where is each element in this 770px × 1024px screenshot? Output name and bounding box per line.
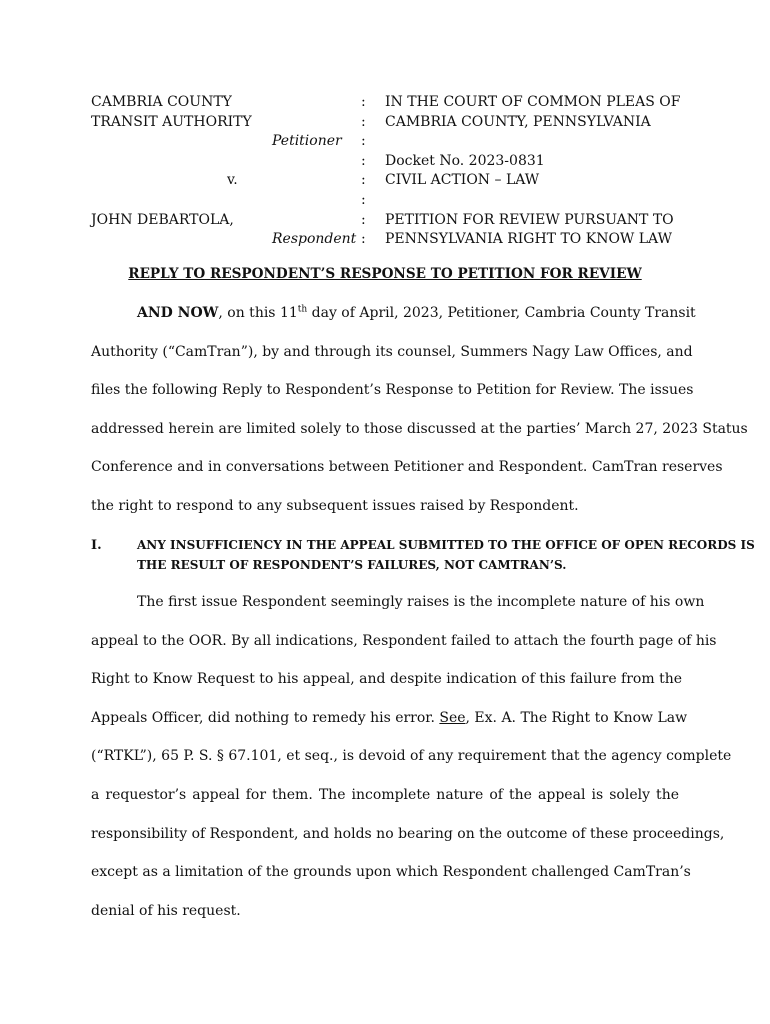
- body-text: Appeals Officer, did nothing to remedy his error.: [91, 709, 440, 726]
- petition-title-line1: PETITION FOR REVIEW PURSUANT TO: [385, 211, 674, 228]
- intro-lead: AND NOW: [137, 305, 219, 321]
- intro-text: day of April, 2023, Petitioner, Cambria County Transit: [307, 305, 696, 321]
- intro-line: the right to respond to any subsequent issues raised by Respondent.: [91, 497, 579, 514]
- plaintiff-name-line1: CAMBRIA COUNTY: [91, 94, 232, 110]
- see-citation: See: [439, 709, 466, 726]
- docket-number: Docket No. 2023-0831: [385, 152, 545, 169]
- body-line: a requestor’s appeal for them. The incomplete nature of the appeal is solely the: [91, 786, 679, 803]
- caption-colon: :: [361, 133, 366, 150]
- document-title: REPLY TO RESPONDENT’S RESPONSE TO PETITION FOR REVIEW: [128, 266, 642, 282]
- versus: v.: [227, 172, 238, 189]
- ordinal-suffix: th: [297, 304, 308, 315]
- intro-line: Conference and in conversations between Petitioner and Respondent. CamTran reserves: [91, 459, 723, 476]
- body-line: appeal to the OOR. By all indications, Respondent failed to attach the fourth page of his: [91, 632, 717, 649]
- plaintiff-name-line2: TRANSIT AUTHORITY: [91, 113, 252, 130]
- body-line: except as a limitation of the grounds upon which Respondent challenged CamTran’s: [91, 864, 691, 881]
- respondent-name: JOHN DEBARTOLA,: [91, 211, 234, 228]
- body-line: (“RTKL”), 65 P. S. § 67.101, et seq., is devoid of any requirement that the agency complete: [91, 748, 732, 765]
- petition-title-line2: PENNSYLVANIA RIGHT TO KNOW LAW: [385, 231, 672, 248]
- body-paragraph: [91, 592, 732, 939]
- caption-colon: :: [361, 152, 366, 169]
- intro-text: , on this 11: [218, 305, 298, 321]
- body-line: responsibility of Respondent, and holds no bearing on the outcome of these proceedings,: [91, 825, 725, 842]
- intro-line: files the following Reply to Respondent’s Response to Petition for Review. The issues: [91, 382, 694, 399]
- intro-paragraph: [91, 303, 748, 535]
- caption-colon: :: [361, 211, 366, 228]
- body-line: Right to Know Request to his appeal, and despite indication of this failure from the: [91, 671, 683, 688]
- petitioner-role: Petitioner: [272, 133, 342, 150]
- body-line: denial of his request.: [91, 902, 241, 919]
- section-heading-line1: ANY INSUFFICIENCY IN THE APPEAL SUBMITTED TO THE OFFICE OF OPEN RECORDS IS: [137, 538, 755, 552]
- caption-colon: :: [361, 113, 366, 130]
- body-line: The first issue Respondent seemingly raises is the incomplete nature of his own: [137, 594, 705, 610]
- respondent-role: Respondent: [272, 231, 357, 248]
- court-name-line2: CAMBRIA COUNTY, PENNSYLVANIA: [385, 113, 651, 130]
- case-caption: [91, 93, 691, 250]
- caption-colon: :: [361, 94, 366, 110]
- section-number: I.: [91, 538, 102, 553]
- body-text: , Ex. A. The Right to Know Law: [465, 709, 688, 726]
- action-type: CIVIL ACTION – LAW: [385, 172, 540, 189]
- court-name-line1: IN THE COURT OF COMMON PLEAS OF: [385, 94, 681, 110]
- caption-colon: :: [361, 231, 366, 248]
- section-heading-line2: THE RESULT OF RESPONDENT’S FAILURES, NOT CAMTRAN’S.: [137, 557, 567, 572]
- caption-colon: :: [361, 191, 366, 208]
- intro-line: Authority (“CamTran”), by and through its counsel, Summers Nagy Law Offices, and: [91, 343, 693, 360]
- caption-colon: :: [361, 172, 366, 189]
- intro-line: addressed herein are limited solely to those discussed at the parties’ March 27, 2023 Status: [91, 420, 748, 437]
